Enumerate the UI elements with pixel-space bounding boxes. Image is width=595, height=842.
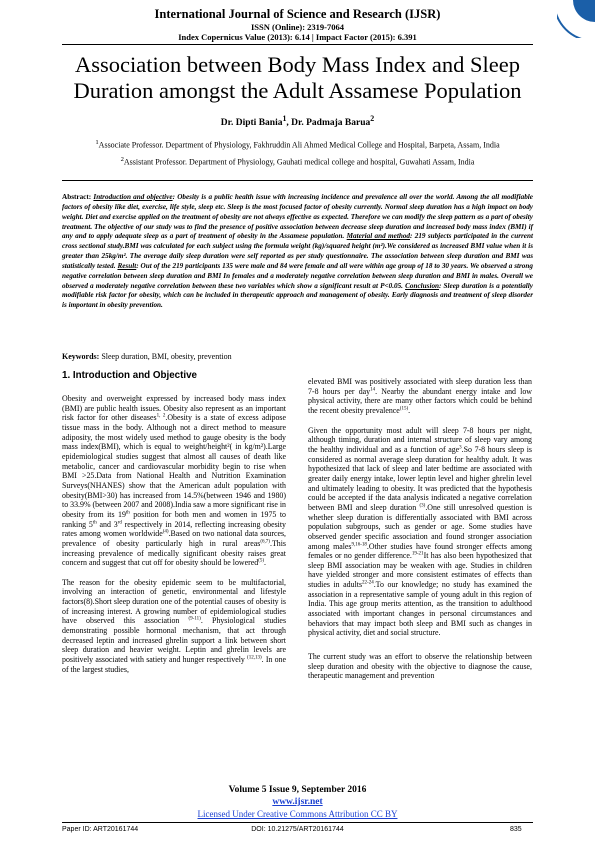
citation: (6,7) (260, 539, 270, 545)
page-number: 835 (510, 826, 522, 833)
doi: DOI: 10.21275/ART20161744 (251, 826, 344, 833)
citation: (4) (162, 529, 169, 535)
p3-s4: . (408, 405, 411, 415)
paper-title: Association between Body Mass Index and Sleep Duration amongst the Adult Assamese Population (73, 52, 522, 103)
affiliation-2 (0, 156, 595, 167)
p2-s2: . Physiological studies demonstrating possible hormonal mechanism, that act through decreased leptin and increased ghrelin support a link between short sleep duration and heavier weight. Leptin and ghrelin levels are positively associated with satiety and hunger respectively (62, 616, 287, 665)
p3-s0: elevated BMI was positively associated with sleep duration less than 7-8 hours per day (308, 377, 532, 396)
p4-s0: Given the opportunity most adult will sleep 7-8 hours per night, although timing, duration and internal structure of sleep vary among the healthy individual and as a function of age (308, 425, 532, 454)
abstract-result: : Out of the 219 participants 135 were male and 84 were female and all were within age group of 18 to 30 years. We observed a strong negative correlation between sleep duration and BMI In females and a moderately negative correlation between sleep duration and BMI in males. Overall we observed a moderately negative correlation between these two variables which show a significant result at P<0.05. (62, 261, 533, 290)
abstract-methods: : 219 subjects participated in the current cross sectional study.BMI was calculated for each subject using the formula weight (kg)/squared height (m²).We considered as increased BMI value when it is greater than 25kg/m². The average daily sleep duration were self reported as per study questionnaire. The association between sleep duration and BMI was statistically tested. (62, 232, 533, 270)
author-sep: , (286, 118, 292, 129)
citation: 1, 2 (156, 413, 166, 419)
p1-s4: position for both men and women in 1975 to ranking 5 (62, 509, 286, 529)
affiliation-1 (0, 139, 595, 150)
header-divider (62, 44, 533, 45)
paragraph-4 (308, 426, 532, 638)
p4-s6: .Other studies have found stronger effects among females or no gender difference. (308, 541, 532, 561)
aff-2-sup: 2 (120, 156, 124, 163)
journal-url-link[interactable]: www.ijsr.net (272, 797, 323, 807)
author-1: Dr. Dipti Bania (220, 118, 283, 129)
left-column (62, 370, 286, 684)
ordinal-sup: th (125, 510, 130, 516)
p1-s0: Obesity and overweight expressed by increased body mass index (BMI) are public health issues. Obesity also represent as an important risk factor for other diseases (62, 394, 286, 423)
citation: 9,16-18 (351, 541, 367, 547)
abstract-intro-label: Introduction and objective (93, 193, 173, 201)
p2-s4: . In one of the largest studies, (62, 655, 286, 674)
citation: (3) (419, 503, 426, 509)
aff-2-text: Assistant Professor. Department of Physiology, Gauhati medical college and hospital, Guwahati Assam, India (123, 157, 475, 167)
journal-name: International Journal of Science and Research (IJSR) (154, 7, 441, 21)
citation: (5) (258, 558, 265, 564)
author-2: Dr. Padmaja Barua (291, 118, 371, 129)
p4-s2: .So 7-8 hours sleep is considered as normal average sleep duration for healthy adult. It was hypothesized that lack of sleep and later bedtime are associated with greater daily energy intake, lower leptin level and higher ghrelin level and ultimately leading to obesity. It was predicted that the hypothesis could be accepted if the data analysis indicated a negative correlation between BMI and sleep duration (308, 444, 532, 512)
keywords (62, 352, 232, 361)
p1-s2: .Obesity is a state of excess adipose tissue mass in the body. Although not a direct method to measure adiposity, the most widely used method to gauge obesity is the body mass index(BMI), which is equal to weight/height²( in kg/m²).Large epidemiological studies suggest that almost all causes of death like metabolic, cancer and cardiovascular morbidity begin to rise when BMI >25.Data from National Health and Nutrition Examination Surveys(NHANES) show that the American adult population with obesity(BMI>30) has increased from 14.5%(between 1946 and 1980) to 33.9% (between 2007 and 2008).India saw a more significant rise in obesity from its 19 (62, 413, 286, 519)
aff-1-text: Associate Professor. Department of Physiology, Fakhruddin Ali Ahmed Medical College and Hospital, Barpeta, Assam, India (98, 140, 500, 150)
abstract (62, 193, 533, 311)
p1-s12: .This increasing prevalence of medically significant obesity raises great concern and suggest that cut off for obesity should be lowered (62, 538, 286, 568)
paragraph-3 (308, 377, 532, 416)
section-heading: 1. Introduction and Objective (62, 370, 197, 381)
paragraph-1 (62, 394, 286, 568)
abstract-intro: : Obesity is a public health issue with increasing incidence and prevalence all over the world. Among the all modifiable factors of obesity like diet, exercise, life style, sleep etc. Sleep is the most focused factor of obesity currently. Normal sleep duration has a high impact on body weight. Diet and exercise applied on the treatment of obesity are not always effective as expected. Therefore we can modify the sleep pattern as a part of obesity treatment. The objective of our study was to find the presence of positive association between decrease sleep duration and increased body mass index (BMI) if any and to apply adequate sleep as a part of treatment of obesity in the Assamese population. (62, 193, 533, 241)
citation: 22-24 (362, 580, 374, 586)
abstract-conclusion: : Sleep duration is a potentially modifiable risk factor for obesity, which can be included in therapeutic approach and management of obesity. Early diagnosis and treatment of sleep disorder is important in obesity prevention. (62, 281, 533, 310)
citation: 14 (370, 387, 376, 393)
citation: 19-21 (411, 551, 424, 557)
authors (0, 114, 595, 128)
p3-s2: . Nearby the abundant energy intake and low physical activity, there are many other factors which could be behind the recent obesity prevalence (308, 386, 532, 415)
citation: (15) (399, 406, 409, 412)
ordinal-sup: th (92, 519, 97, 525)
abstract-label: Abstract: (62, 193, 92, 201)
abstract-conclusion-label: Conclusion (405, 281, 440, 290)
author-2-sup: 2 (370, 114, 375, 123)
p1-s14: . (264, 558, 267, 568)
ordinal-sup: rd (117, 519, 122, 525)
paper-id: Paper ID: ART20161744 (62, 826, 139, 833)
issn: ISSN (Online): 2319-7064 (250, 22, 345, 32)
p4-s4: .One still unresolved question is whether sleep duration is differentially associated with BMI across population subgroups, such as gender or age. Some studies have observed gender specific association and found stronger association among males (308, 502, 532, 551)
citation: (12,13) (247, 655, 262, 661)
volume-info: Volume 5 Issue 9, September 2016 (228, 785, 367, 795)
p4-s8: It has also been hypothesized that sleep BMI association may be weaken with age. Studies in children have yielded stronger and more consistent estimates of effects than studies in adults (308, 551, 532, 590)
footer-divider (62, 822, 533, 823)
citation: 3 (459, 445, 462, 451)
p1-s6: and 3 (96, 519, 118, 529)
p1-s10: .Based on two national data sources, prevalence of obesity particularly high in rural areas (62, 529, 287, 548)
abstract-divider (62, 180, 533, 181)
abstract-methods-label: Material and method (346, 232, 411, 241)
keywords-label: Keywords: (62, 352, 100, 361)
p2-s0: The reason for the obesity epidemic seem to be multifactorial, involving an interaction of genetic, environmental and lifestyle factors(8).Short sleep duration one of the potential causes of obesity is of increasing interest. A growing number of epidemiological studies have observed this association (62, 577, 286, 626)
citation: (9-11) (188, 616, 201, 622)
paragraph-2 (62, 578, 286, 675)
paragraph-5: The current study was an effort to observe the relationship between sleep duration and obesity with the objective to diagnose the cause, therapeutic management and prevention (308, 652, 532, 681)
index-line: Index Copernicus Value (2013): 6.14 | Impact Factor (2015): 6.391 (178, 32, 417, 42)
license-link[interactable]: Licensed Under Creative Commons Attribution CC BY (197, 809, 398, 819)
p4-s10: .To our knowledge; no study has examined the association in a representative sample of young adult in this region of India. This age group merits attention, as the transition to adulthood associated with important changes in personal circumstances and behaviors that may impact both sleep and BMI such as changes in physical activity, diet and social structure. (308, 580, 532, 638)
author-1-sup: 1 (282, 114, 287, 123)
keywords-text: Sleep duration, BMI, obesity, prevention (101, 352, 232, 361)
aff-1-sup: 1 (95, 139, 99, 146)
abstract-result-label: Result (117, 261, 137, 270)
right-column (308, 377, 532, 691)
p1-s8: respectively in 2014, reflecting increasing obesity rates among women worldwide (62, 519, 286, 539)
